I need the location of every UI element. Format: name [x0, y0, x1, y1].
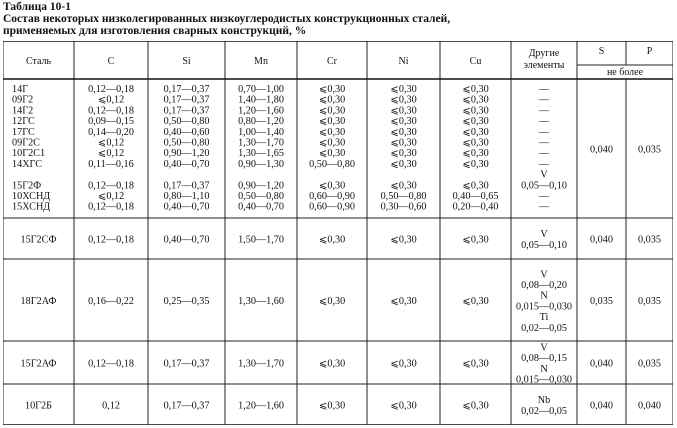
- cell-cr: ⩽0,30: [318, 94, 346, 106]
- table-group: [21, 342, 661, 385]
- cell-other: N: [540, 363, 548, 375]
- cell-ni: ⩽0,30: [390, 296, 417, 307]
- header-c: C: [107, 56, 115, 67]
- cell-cu: ⩽0,30: [462, 84, 489, 95]
- cell-cr: ⩽0,30: [318, 234, 346, 246]
- cell-other: N: [540, 290, 548, 302]
- cell-ni: ⩽0,30: [390, 180, 417, 192]
- cell-mn: 1,20—1,60: [238, 400, 284, 412]
- cell-mn: 0,90—1,20: [238, 180, 284, 192]
- cell-ni: ⩽0,30: [390, 148, 417, 160]
- cell-cu: ⩽0,30: [462, 158, 489, 170]
- cell-cr: ⩽0,30: [318, 105, 346, 117]
- cell-steel: 14Г: [12, 84, 29, 95]
- cell-cu: ⩽0,30: [462, 94, 489, 106]
- cell-si: 0,17—0,37: [163, 358, 210, 370]
- cell-other: Ti: [539, 312, 549, 324]
- cell-steel: 17ГС: [12, 126, 35, 138]
- cell-ni: ⩽0,30: [390, 94, 417, 106]
- cell-c: ⩽0,12: [97, 137, 125, 149]
- cell-si: 0,40—0,70: [163, 201, 210, 213]
- cell-cu: ⩽0,30: [462, 137, 489, 149]
- cell-cu: ⩽0,30: [462, 296, 489, 307]
- cell-c: 0,12—0,18: [88, 105, 134, 117]
- cell-other: 0,08—0,20: [521, 279, 567, 291]
- cell-mn: 1,30—1,70: [238, 137, 284, 149]
- header-other-line-1: Другие: [528, 48, 560, 59]
- cell-other: —: [538, 84, 550, 95]
- cell-ni: 0,50—0,80: [380, 191, 427, 202]
- cell-cu: ⩽0,30: [462, 148, 489, 160]
- cell-ni: ⩽0,30: [390, 400, 417, 412]
- header-cr: Cr: [327, 56, 337, 67]
- cell-s: 0,040: [590, 144, 613, 156]
- cell-steel: 14Г2: [12, 105, 34, 117]
- cell-steel: 10ХСНД: [12, 191, 51, 202]
- cell-cr: 0,60—0,90: [309, 191, 355, 202]
- cell-c: 0,12—0,18: [88, 234, 134, 246]
- cell-steel: 15Г2СФ: [20, 234, 57, 246]
- cell-si: 0,80—1,10: [163, 191, 210, 202]
- header-steel: Сталь: [25, 56, 52, 67]
- cell-other: —: [538, 191, 550, 202]
- cell-si: 0,17—0,37: [163, 400, 210, 412]
- cell-mn: 1,20—1,60: [238, 105, 284, 117]
- cell-p: 0,040: [638, 400, 661, 412]
- cell-ni: ⩽0,30: [390, 234, 417, 246]
- cell-other: 0,05—0,10: [521, 180, 567, 192]
- cell-si: 0,50—0,80: [163, 137, 210, 149]
- cell-other: V: [540, 269, 548, 281]
- cell-ni: ⩽0,30: [390, 105, 417, 117]
- cell-other: —: [538, 158, 550, 170]
- header-si: Si: [182, 56, 191, 67]
- cell-mn: 0,90—1,30: [238, 158, 284, 170]
- cell-si: 0,40—0,70: [163, 158, 210, 170]
- cell-p: 0,035: [638, 296, 661, 307]
- table-body: [12, 84, 661, 417]
- cell-c: 0,12—0,18: [88, 84, 134, 95]
- cell-other: V: [540, 229, 548, 241]
- table-group: [25, 395, 661, 417]
- cell-other: 0,015—0,030: [515, 301, 573, 313]
- cell-mn: 0,80—1,20: [238, 116, 284, 128]
- cell-ni: ⩽0,30: [390, 126, 417, 138]
- cell-cu: 0,20—0,40: [452, 201, 499, 213]
- cell-other: 0,05—0,10: [521, 239, 567, 251]
- cell-mn: 1,30—1,65: [238, 148, 284, 160]
- cell-c: 0,11—0,16: [88, 158, 134, 170]
- cell-other: —: [538, 105, 550, 117]
- header-s: S: [598, 46, 605, 57]
- cell-p: 0,035: [638, 358, 661, 370]
- cell-cu: ⩽0,30: [462, 400, 489, 412]
- cell-other: —: [538, 148, 550, 160]
- cell-other: —: [538, 116, 550, 128]
- header-mn: Mn: [254, 56, 268, 67]
- cell-other: —: [538, 126, 550, 138]
- cell-steel: 10Г2С1: [12, 148, 46, 160]
- cell-cu: ⩽0,30: [462, 234, 489, 246]
- cell-si: 0,50—0,80: [163, 116, 210, 128]
- header-other-line-2: элементы: [523, 60, 565, 71]
- cell-c: 0,12—0,18: [88, 180, 134, 192]
- cell-cr: ⩽0,30: [318, 180, 346, 192]
- cell-mn: 1,50—1,70: [238, 234, 284, 246]
- cell-cr: ⩽0,30: [318, 358, 346, 370]
- cell-steel: 15Г2АФ: [20, 358, 57, 370]
- cell-steel: 09Г2: [12, 94, 34, 106]
- cell-c: 0,09—0,15: [88, 116, 134, 128]
- cell-mn: 0,40—0,70: [238, 201, 284, 213]
- cell-cr: ⩽0,30: [318, 116, 346, 128]
- cell-c: ⩽0,12: [97, 191, 125, 202]
- cell-other: V: [540, 342, 548, 354]
- cell-c: 0,14—0,20: [88, 126, 134, 138]
- cell-si: 0,17—0,37: [163, 180, 210, 192]
- cell-p: 0,035: [638, 234, 661, 246]
- cell-mn: 1,00—1,40: [238, 126, 284, 138]
- cell-cr: ⩽0,30: [318, 84, 346, 95]
- cell-steel: 09Г2С: [12, 137, 40, 149]
- cell-cr: ⩽0,30: [318, 137, 346, 149]
- table-group: [12, 84, 661, 213]
- cell-mn: 1,30—1,60: [238, 296, 284, 307]
- cell-other: —: [538, 201, 550, 213]
- cell-c: ⩽0,12: [97, 148, 125, 160]
- cell-s: 0,035: [590, 296, 613, 307]
- cell-cu: 0,40—0,65: [452, 191, 499, 202]
- table-group: [20, 229, 660, 251]
- table-caption-line-2: применяемых для изготовления сварных конструкций, %: [3, 25, 307, 37]
- cell-cu: ⩽0,30: [462, 116, 489, 128]
- cell-si: 0,40—0,70: [163, 234, 210, 246]
- cell-ni: ⩽0,30: [390, 358, 417, 370]
- cell-si: 0,90—1,20: [163, 148, 210, 160]
- cell-c: 0,12: [102, 400, 120, 412]
- cell-p: 0,035: [638, 144, 661, 156]
- cell-mn: 0,70—1,00: [238, 84, 284, 95]
- header-ni: Ni: [398, 56, 409, 67]
- cell-c: 0,12—0,18: [88, 358, 134, 370]
- cell-ni: ⩽0,30: [390, 116, 417, 128]
- cell-s: 0,040: [590, 234, 613, 246]
- cell-cu: ⩽0,30: [462, 126, 489, 138]
- table-group: [21, 269, 661, 334]
- cell-steel: 15ХСНД: [12, 201, 51, 213]
- header-cu: Cu: [469, 56, 482, 67]
- cell-other: 0,015—0,030: [515, 374, 573, 386]
- cell-other: 0,08—0,15: [521, 353, 567, 365]
- cell-other: 0,02—0,05: [521, 405, 567, 417]
- cell-other: Nb: [537, 395, 551, 407]
- cell-ni: ⩽0,30: [390, 84, 417, 95]
- cell-other: 0,02—0,05: [521, 322, 567, 334]
- cell-si: 0,17—0,37: [163, 105, 210, 117]
- cell-c: ⩽0,12: [97, 94, 125, 106]
- cell-steel: 18Г2АФ: [20, 296, 57, 307]
- cell-ni: ⩽0,30: [390, 158, 417, 170]
- cell-steel: 12ГС: [12, 116, 35, 128]
- cell-c: 0,12—0,18: [88, 201, 134, 213]
- cell-cr: ⩽0,30: [318, 400, 346, 412]
- cell-cr: ⩽0,30: [318, 148, 346, 160]
- cell-steel: 14ХГС: [12, 158, 43, 170]
- cell-other: —: [538, 94, 550, 106]
- composition-table: [3, 41, 673, 425]
- cell-cu: ⩽0,30: [462, 105, 489, 117]
- cell-c: 0,16—0,22: [88, 296, 134, 307]
- cell-cu: ⩽0,30: [462, 180, 489, 192]
- cell-cu: ⩽0,30: [462, 358, 489, 370]
- header-max-note: не более: [606, 67, 644, 78]
- cell-cr: ⩽0,30: [318, 126, 346, 138]
- cell-steel: 10Г2Б: [24, 400, 53, 412]
- table-caption-line-1: Состав некоторых низколегированных низкоуглеродистых конструкционных сталей,: [3, 13, 451, 25]
- cell-si: 0,17—0,37: [163, 94, 210, 106]
- cell-ni: 0,30—0,60: [380, 201, 427, 213]
- table-number: Таблица 10-1: [3, 1, 72, 13]
- cell-si: 0,25—0,35: [163, 296, 210, 307]
- cell-s: 0,040: [590, 358, 613, 370]
- cell-s: 0,040: [590, 400, 613, 412]
- cell-ni: ⩽0,30: [390, 137, 417, 149]
- cell-si: 0,40—0,60: [163, 126, 210, 138]
- cell-cr: 0,50—0,80: [309, 158, 355, 170]
- cell-steel: 15Г2Ф: [12, 180, 42, 192]
- cell-mn: 1,30—1,70: [238, 358, 284, 370]
- cell-other: V: [540, 169, 548, 181]
- cell-other: —: [538, 137, 550, 149]
- cell-si: 0,17—0,37: [163, 84, 210, 95]
- cell-mn: 0,50—0,80: [238, 191, 284, 202]
- table-header: [26, 46, 653, 78]
- cell-cr: ⩽0,30: [318, 296, 346, 307]
- cell-mn: 1,40—1,80: [238, 94, 284, 106]
- header-p: P: [646, 46, 653, 57]
- cell-cr: 0,60—0,90: [309, 201, 355, 213]
